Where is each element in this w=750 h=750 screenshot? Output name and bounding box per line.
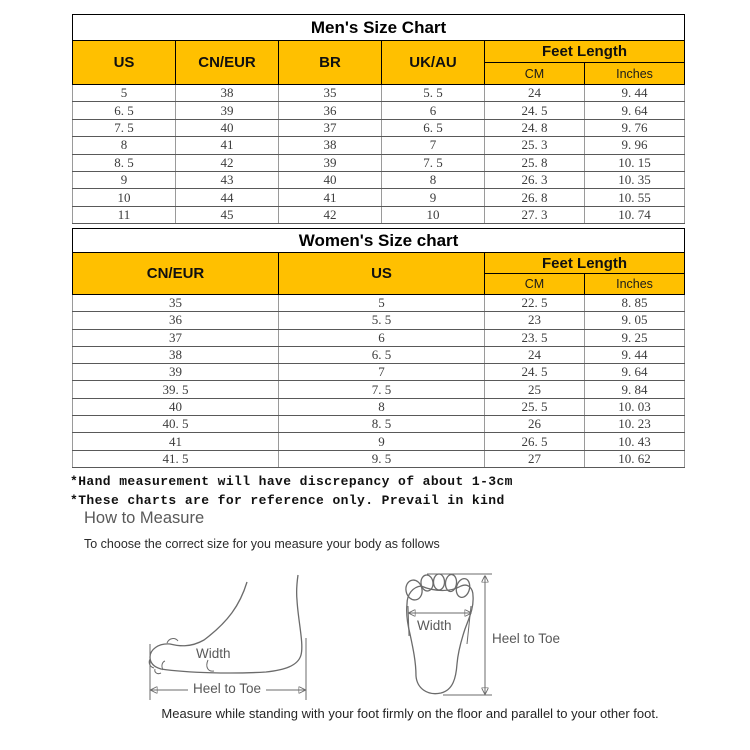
side-view-heel-to-toe-label: Heel to Toe bbox=[188, 681, 266, 696]
table-row bbox=[73, 312, 685, 329]
size-cell: 42 bbox=[279, 206, 382, 223]
size-cell: 7. 5 bbox=[382, 154, 485, 171]
table-row bbox=[73, 450, 685, 467]
size-cell: 7. 5 bbox=[279, 381, 485, 398]
size-cell: 39 bbox=[73, 364, 279, 381]
size-cell: 26. 8 bbox=[485, 189, 585, 206]
size-cell: 35 bbox=[279, 85, 382, 102]
size-cell: 27. 3 bbox=[485, 206, 585, 223]
table-row bbox=[73, 85, 685, 102]
size-cell: 41 bbox=[176, 137, 279, 154]
col-header-feet-length: Feet Length bbox=[485, 41, 685, 63]
size-cell: 24. 5 bbox=[485, 102, 585, 119]
size-cell: 41 bbox=[279, 189, 382, 206]
size-cell: 10 bbox=[73, 189, 176, 206]
size-cell: 36 bbox=[73, 312, 279, 329]
table-row bbox=[73, 206, 685, 223]
col-header-br: BR bbox=[279, 41, 382, 85]
size-cell: 40. 5 bbox=[73, 416, 279, 433]
size-cell: 6. 5 bbox=[279, 346, 485, 363]
size-cell: 8. 5 bbox=[73, 154, 176, 171]
table-row bbox=[73, 189, 685, 206]
size-cell: 23. 5 bbox=[485, 329, 585, 346]
table-row bbox=[73, 329, 685, 346]
size-cell: 24. 8 bbox=[485, 119, 585, 136]
womens-table-body bbox=[73, 295, 685, 468]
col-header-cneur: CN/EUR bbox=[73, 253, 279, 295]
mens-header-row bbox=[73, 41, 685, 63]
size-cell: 37 bbox=[73, 329, 279, 346]
table-row bbox=[73, 137, 685, 154]
size-cell: 27 bbox=[485, 450, 585, 467]
size-cell: 37 bbox=[279, 119, 382, 136]
size-cell: 10. 23 bbox=[585, 416, 685, 433]
size-cell: 38 bbox=[73, 346, 279, 363]
size-cell: 24. 5 bbox=[485, 364, 585, 381]
size-cell: 41 bbox=[73, 433, 279, 450]
size-cell: 6 bbox=[382, 102, 485, 119]
width-guide-left bbox=[408, 606, 409, 636]
table-row bbox=[73, 398, 685, 415]
col-header-us: US bbox=[73, 41, 176, 85]
size-cell: 8. 5 bbox=[279, 416, 485, 433]
size-cell: 7 bbox=[382, 137, 485, 154]
table-row bbox=[73, 346, 685, 363]
table-row bbox=[73, 119, 685, 136]
size-cell: 8 bbox=[73, 137, 176, 154]
size-cell: 9. 96 bbox=[585, 137, 685, 154]
toe-3 bbox=[434, 574, 445, 590]
col-header-inches: Inches bbox=[585, 63, 685, 85]
size-cell: 8. 85 bbox=[585, 295, 685, 312]
table-row bbox=[73, 381, 685, 398]
size-cell: 8 bbox=[279, 398, 485, 415]
top-view-width-label: Width bbox=[417, 618, 452, 633]
measure-caption: Measure while standing with your foot firmly on the floor and parallel to your other foot. bbox=[161, 706, 659, 721]
womens-table-title-row bbox=[73, 229, 685, 253]
size-cell: 9. 84 bbox=[585, 381, 685, 398]
size-cell: 40 bbox=[279, 171, 382, 188]
table-row bbox=[73, 295, 685, 312]
how-to-measure-heading: How to Measure bbox=[84, 509, 205, 527]
size-cell: 7 bbox=[279, 364, 485, 381]
size-cell: 6. 5 bbox=[73, 102, 176, 119]
table-row bbox=[73, 171, 685, 188]
size-cell: 44 bbox=[176, 189, 279, 206]
table-row bbox=[73, 433, 685, 450]
size-cell: 41. 5 bbox=[73, 450, 279, 467]
col-header-inches: Inches bbox=[585, 274, 685, 295]
size-cell: 22. 5 bbox=[485, 295, 585, 312]
size-cell: 9. 44 bbox=[585, 346, 685, 363]
size-cell: 5 bbox=[279, 295, 485, 312]
size-cell: 6. 5 bbox=[382, 119, 485, 136]
size-cell: 10. 03 bbox=[585, 398, 685, 415]
size-cell: 5. 5 bbox=[382, 85, 485, 102]
size-cell: 24 bbox=[485, 346, 585, 363]
size-cell: 39 bbox=[279, 154, 382, 171]
size-cell: 23 bbox=[485, 312, 585, 329]
size-cell: 9 bbox=[73, 171, 176, 188]
size-cell: 9 bbox=[279, 433, 485, 450]
mens-table-title: Men's Size Chart bbox=[73, 15, 685, 41]
size-cell: 10. 62 bbox=[585, 450, 685, 467]
size-cell: 38 bbox=[279, 137, 382, 154]
col-header-ukau: UK/AU bbox=[382, 41, 485, 85]
col-header-cm: CM bbox=[485, 63, 585, 85]
size-cell: 9. 25 bbox=[585, 329, 685, 346]
col-header-cneur: CN/EUR bbox=[176, 41, 279, 85]
size-cell: 5. 5 bbox=[279, 312, 485, 329]
top-view-heel-to-toe-label: Heel to Toe bbox=[492, 631, 561, 646]
size-cell: 10. 74 bbox=[585, 206, 685, 223]
size-cell: 38 bbox=[176, 85, 279, 102]
table-row bbox=[73, 416, 685, 433]
size-cell: 10. 55 bbox=[585, 189, 685, 206]
note-line-2: *These charts are for reference only. Prevail in kind bbox=[70, 493, 505, 508]
mens-table-body bbox=[73, 85, 685, 224]
width-leader-path bbox=[207, 660, 214, 671]
size-cell: 10. 35 bbox=[585, 171, 685, 188]
womens-header-row bbox=[73, 253, 685, 274]
size-cell: 26 bbox=[485, 416, 585, 433]
size-cell: 25. 5 bbox=[485, 398, 585, 415]
size-cell: 39. 5 bbox=[73, 381, 279, 398]
size-cell: 9. 05 bbox=[585, 312, 685, 329]
size-cell: 42 bbox=[176, 154, 279, 171]
size-cell: 36 bbox=[279, 102, 382, 119]
disclaimer-notes bbox=[70, 472, 513, 510]
size-cell: 10. 15 bbox=[585, 154, 685, 171]
table-row bbox=[73, 154, 685, 171]
size-cell: 9. 64 bbox=[585, 364, 685, 381]
size-cell: 26. 3 bbox=[485, 171, 585, 188]
side-view-width-label: Width bbox=[196, 646, 231, 661]
size-cell: 9. 5 bbox=[279, 450, 485, 467]
size-cell: 10. 43 bbox=[585, 433, 685, 450]
table-row bbox=[73, 364, 685, 381]
col-header-feet-length: Feet Length bbox=[485, 253, 685, 274]
size-cell: 25 bbox=[485, 381, 585, 398]
size-cell: 24 bbox=[485, 85, 585, 102]
size-cell: 40 bbox=[176, 119, 279, 136]
mens-size-table bbox=[72, 14, 685, 224]
womens-size-table bbox=[72, 228, 685, 468]
size-cell: 26. 5 bbox=[485, 433, 585, 450]
size-cell: 25. 8 bbox=[485, 154, 585, 171]
size-cell: 43 bbox=[176, 171, 279, 188]
size-cell: 40 bbox=[73, 398, 279, 415]
size-cell: 8 bbox=[382, 171, 485, 188]
size-cell: 5 bbox=[73, 85, 176, 102]
size-cell: 9. 76 bbox=[585, 119, 685, 136]
table-row bbox=[73, 102, 685, 119]
size-cell: 25. 3 bbox=[485, 137, 585, 154]
size-cell: 45 bbox=[176, 206, 279, 223]
size-cell: 6 bbox=[279, 329, 485, 346]
womens-table-title: Women's Size chart bbox=[73, 229, 685, 253]
col-header-cm: CM bbox=[485, 274, 585, 295]
size-cell: 9 bbox=[382, 189, 485, 206]
size-cell: 35 bbox=[73, 295, 279, 312]
size-cell: 10 bbox=[382, 206, 485, 223]
mens-table-title-row bbox=[73, 15, 685, 41]
width-guide-right bbox=[467, 606, 471, 644]
size-cell: 7. 5 bbox=[73, 119, 176, 136]
size-cell: 9. 44 bbox=[585, 85, 685, 102]
col-header-us: US bbox=[279, 253, 485, 295]
size-cell: 11 bbox=[73, 206, 176, 223]
size-cell: 9. 64 bbox=[585, 102, 685, 119]
size-cell: 39 bbox=[176, 102, 279, 119]
how-to-measure-subtitle: To choose the correct size for you measure your body as follows bbox=[84, 537, 440, 551]
note-line-1: *Hand measurement will have discrepancy of about 1-3cm bbox=[70, 474, 513, 489]
sole-outline-path bbox=[407, 585, 474, 694]
